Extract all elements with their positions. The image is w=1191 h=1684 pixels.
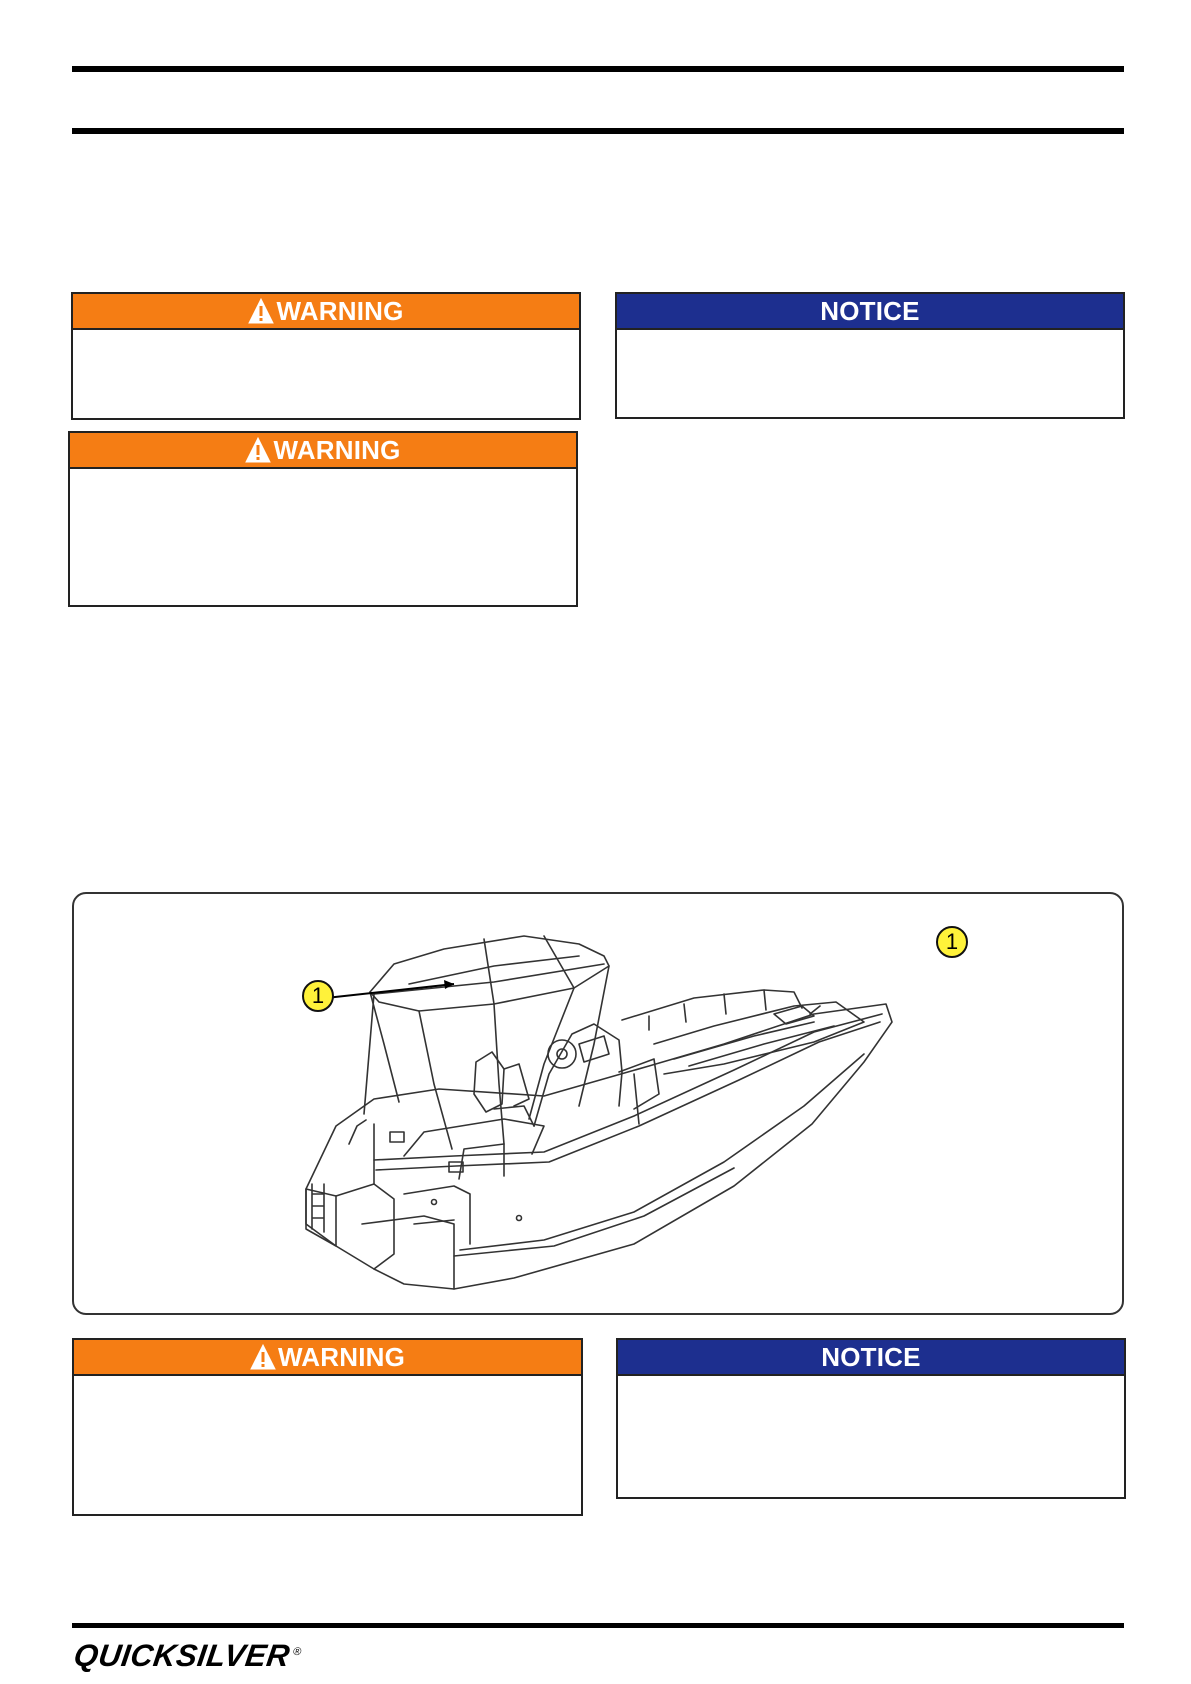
marker-number: 1 [311, 983, 325, 1008]
brand-name: QUICKSILVER [71, 1638, 293, 1673]
warning-triangle-icon [250, 1344, 276, 1370]
header-rule-bottom [72, 128, 1124, 134]
notice-callout-1 [615, 292, 1125, 419]
registered-mark: ® [292, 1645, 303, 1658]
warning-triangle-icon [248, 298, 274, 324]
warning-header [74, 1340, 581, 1376]
header-rule-top [72, 66, 1124, 72]
warning-header [73, 294, 579, 330]
callout-marker-legend [936, 926, 968, 958]
quicksilver-logo [71, 1638, 303, 1674]
warning-title: WARNING [276, 295, 404, 326]
footer-rule [72, 1623, 1124, 1628]
boat-bimini-illustration [74, 894, 1122, 1313]
notice-callout-2 [616, 1338, 1126, 1499]
warning-callout-3 [72, 1338, 583, 1516]
notice-header [618, 1340, 1124, 1376]
warning-triangle-icon [245, 437, 271, 463]
warning-title: WARNING [273, 434, 401, 465]
notice-title: NOTICE [821, 1341, 921, 1372]
marker-number: 1 [945, 929, 959, 954]
warning-header [70, 433, 576, 469]
warning-title: WARNING [277, 1341, 406, 1372]
notice-header [617, 294, 1123, 330]
warning-callout-1 [71, 292, 581, 420]
callout-marker-bimini [302, 980, 334, 1012]
warning-callout-2 [68, 431, 578, 607]
notice-title: NOTICE [820, 295, 920, 326]
boat-figure-frame [72, 892, 1124, 1315]
